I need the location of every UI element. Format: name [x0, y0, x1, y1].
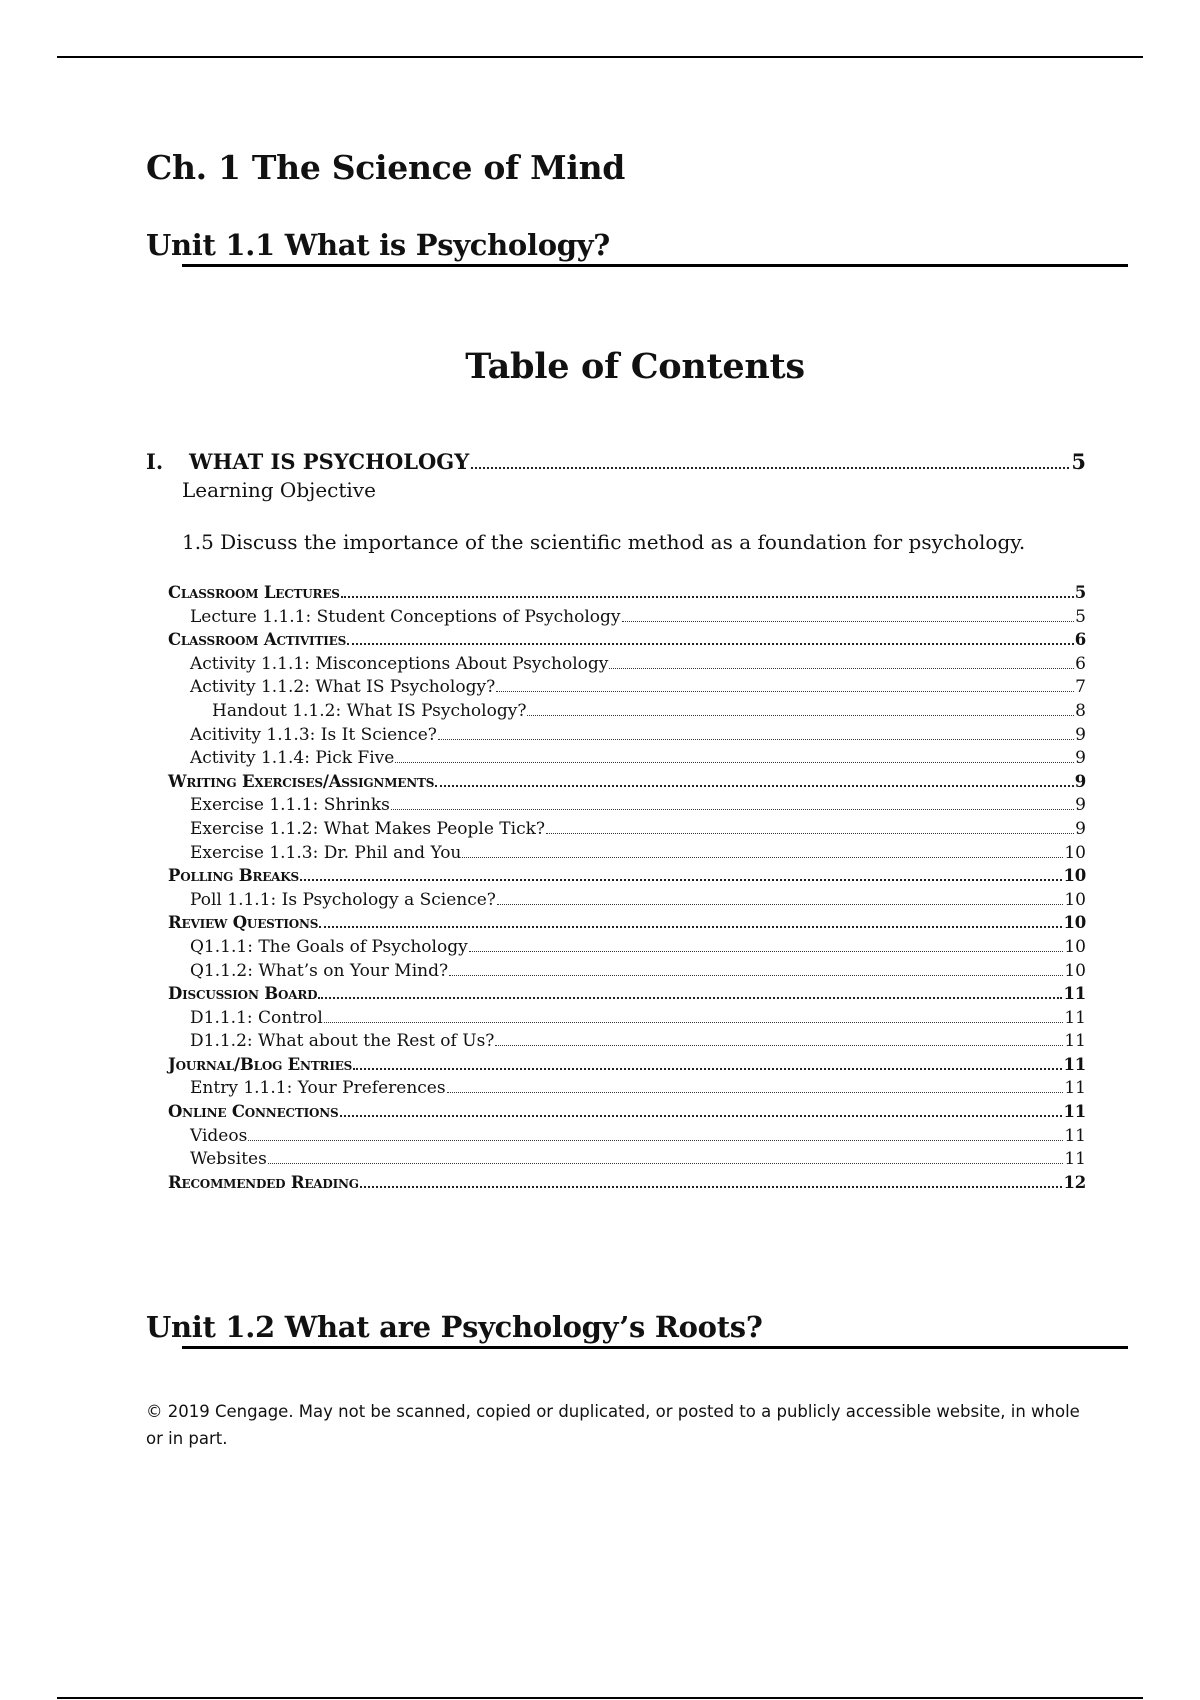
- toc-entry-label: Q1.1.1: The Goals of Psychology: [190, 936, 468, 957]
- toc-entry-page: 8: [1075, 700, 1086, 721]
- toc-category-entry[interactable]: [168, 583, 1086, 607]
- dot-leader: [622, 621, 1075, 622]
- toc-entry-label: Websites: [190, 1149, 267, 1170]
- toc-section-entry[interactable]: [146, 449, 1086, 474]
- toc-entry-page: 6: [1075, 653, 1086, 674]
- dot-leader: [469, 951, 1064, 952]
- toc-category-entry[interactable]: [168, 984, 1086, 1008]
- toc-entry-page: 9: [1074, 771, 1086, 791]
- toc-entry-page: 5: [1074, 583, 1086, 602]
- dot-leader: [347, 643, 1074, 645]
- top-rule: [57, 56, 1143, 58]
- dot-leader: [319, 926, 1062, 928]
- toc-entry-label: Handout 1.1.2: What IS Psychology?: [212, 700, 527, 721]
- toc-entry-page: 6: [1074, 630, 1086, 650]
- learning-objective-text: 1.5 Discuss the importance of the scientific method as a foundation for psychology.: [182, 530, 1026, 554]
- toc-entry-label: Online Connections: [168, 1102, 339, 1122]
- toc-entry-page: 11: [1064, 1078, 1086, 1099]
- toc-category-entry[interactable]: [168, 1055, 1086, 1079]
- toc-entry-label: Exercise 1.1.3: Dr. Phil and You: [190, 842, 462, 863]
- toc-entry-page: 9: [1075, 818, 1086, 839]
- toc-entry-label: Videos: [190, 1125, 248, 1146]
- toc-category-entry[interactable]: [168, 630, 1086, 654]
- toc-entry-page: 11: [1064, 1031, 1086, 1052]
- toc-entry[interactable]: [168, 819, 1086, 843]
- toc-entry-label: Activity 1.1.1: Misconceptions About Psychology: [190, 653, 609, 674]
- toc-entry-label: Activity 1.1.2: What IS Psychology?: [190, 677, 496, 698]
- dot-leader: [268, 1163, 1064, 1164]
- toc-entry[interactable]: [168, 1149, 1086, 1173]
- toc-category-entry[interactable]: [168, 1173, 1086, 1197]
- dot-leader: [495, 1045, 1063, 1046]
- toc-entry-label: Poll 1.1.1: Is Psychology a Science?: [190, 889, 496, 910]
- unit-heading: Unit 1.2 What are Psychology’s Roots?: [146, 1310, 763, 1344]
- toc-entry-page: 10: [1064, 842, 1086, 863]
- toc-entry-page: 12: [1063, 1172, 1086, 1192]
- toc-entry[interactable]: [168, 961, 1086, 985]
- toc-entry-page: 10: [1063, 866, 1086, 886]
- toc-entry[interactable]: [168, 1126, 1086, 1150]
- toc-entry[interactable]: [168, 654, 1086, 678]
- toc-entry-label: Q1.1.2: What’s on Your Mind?: [190, 960, 449, 981]
- toc-category-entry[interactable]: [168, 866, 1086, 890]
- toc-entry-page: 11: [1064, 1125, 1086, 1146]
- unit-heading: Unit 1.1 What is Psychology?: [146, 228, 610, 262]
- dot-leader: [449, 975, 1063, 976]
- toc-entry[interactable]: [168, 843, 1086, 867]
- toc-entry[interactable]: [168, 748, 1086, 772]
- toc-category-entry[interactable]: [168, 772, 1086, 796]
- toc-entry[interactable]: [168, 1008, 1086, 1032]
- copyright-notice: © 2019 Cengage. May not be scanned, copied or duplicated, or posted to a publicly accessible website, in whole or in part.: [146, 1402, 1080, 1448]
- chapter-title: Ch. 1 The Science of Mind: [146, 148, 626, 187]
- toc-entry[interactable]: [168, 937, 1086, 961]
- dot-leader: [546, 833, 1074, 834]
- toc-entry-page: 11: [1063, 984, 1086, 1004]
- dot-leader: [300, 879, 1062, 881]
- dot-leader: [497, 904, 1063, 905]
- toc-entry-label: Exercise 1.1.1: Shrinks: [190, 795, 390, 816]
- learning-objective-label: Learning Objective: [182, 478, 376, 502]
- dot-leader: [341, 596, 1074, 598]
- toc-entry-page: 11: [1063, 1054, 1086, 1074]
- toc-entry-page: 9: [1075, 724, 1086, 745]
- dot-leader: [496, 691, 1074, 692]
- toc-entry-label: Activity 1.1.4: Pick Five: [190, 748, 395, 769]
- dot-leader: [527, 715, 1074, 716]
- toc-entry[interactable]: [168, 890, 1086, 914]
- toc-entry[interactable]: [168, 677, 1086, 701]
- dot-leader: [395, 762, 1074, 763]
- toc-entry-page: 10: [1064, 960, 1086, 981]
- toc-entry-label: Acitivity 1.1.3: Is It Science?: [190, 724, 437, 745]
- dot-leader: [391, 809, 1074, 810]
- toc-entry-label: Polling Breaks: [168, 866, 299, 886]
- toc-list: [168, 583, 1086, 1196]
- toc-entry-page: 11: [1063, 1102, 1086, 1122]
- dot-leader: [360, 1186, 1063, 1188]
- toc-entry-label: Writing Exercises/Assignments: [168, 771, 435, 791]
- toc-category-entry[interactable]: [168, 913, 1086, 937]
- dot-leader: [471, 467, 1069, 469]
- toc-entry-page: 10: [1064, 936, 1086, 957]
- toc-entry-page: 5: [1075, 606, 1086, 627]
- dot-leader: [318, 997, 1062, 999]
- dot-leader: [340, 1115, 1063, 1117]
- dot-leader: [609, 668, 1074, 669]
- dot-leader: [438, 739, 1074, 740]
- dot-leader: [324, 1022, 1064, 1023]
- toc-entry-label: Classroom Lectures: [168, 583, 340, 602]
- toc-entry-label: Discussion Board: [168, 984, 318, 1004]
- dot-leader: [435, 785, 1074, 787]
- section-number: I.: [146, 449, 164, 474]
- toc-entry-label: D1.1.2: What about the Rest of Us?: [190, 1031, 495, 1052]
- toc-entry-label: Classroom Activities: [168, 630, 347, 650]
- toc-entry-label: Entry 1.1.1: Your Preferences: [190, 1078, 446, 1099]
- toc-entry-label: Recommended Reading: [168, 1172, 359, 1192]
- dot-leader: [248, 1140, 1063, 1141]
- toc-entry[interactable]: [168, 1078, 1086, 1102]
- toc-entry-label: D1.1.1: Control: [190, 1007, 323, 1028]
- section-title: WHAT IS PSYCHOLOGY: [189, 449, 470, 474]
- unit-heading-rule: [182, 1346, 1128, 1349]
- toc-entry[interactable]: [168, 725, 1086, 749]
- dot-leader: [353, 1068, 1062, 1070]
- toc-entry-page: 10: [1064, 889, 1086, 910]
- toc-entry-page: 11: [1064, 1007, 1086, 1028]
- unit-heading-rule: [182, 264, 1128, 267]
- toc-entry-page: 11: [1064, 1149, 1086, 1170]
- dot-leader: [447, 1092, 1064, 1093]
- toc-entry-page: 9: [1075, 748, 1086, 769]
- toc-entry-label: Exercise 1.1.2: What Makes People Tick?: [190, 818, 546, 839]
- toc-subentry[interactable]: [168, 701, 1086, 725]
- toc-entry-label: Review Questions: [168, 913, 319, 933]
- toc-entry[interactable]: [168, 1031, 1086, 1055]
- toc-category-entry[interactable]: [168, 1102, 1086, 1126]
- toc-entry-label: Journal/Blog Entries: [168, 1054, 353, 1074]
- bottom-rule: [57, 1697, 1143, 1699]
- toc-entry[interactable]: [168, 607, 1086, 631]
- dot-leader: [462, 857, 1063, 858]
- toc-entry-page: 7: [1075, 677, 1086, 698]
- toc-entry-page: 9: [1075, 795, 1086, 816]
- toc-entry[interactable]: [168, 795, 1086, 819]
- toc-heading: Table of Contents: [465, 346, 805, 387]
- toc-entry-label: Lecture 1.1.1: Student Conceptions of Psychology: [190, 606, 621, 627]
- toc-entry-page: 10: [1063, 913, 1086, 933]
- section-page-number: 5: [1071, 449, 1086, 474]
